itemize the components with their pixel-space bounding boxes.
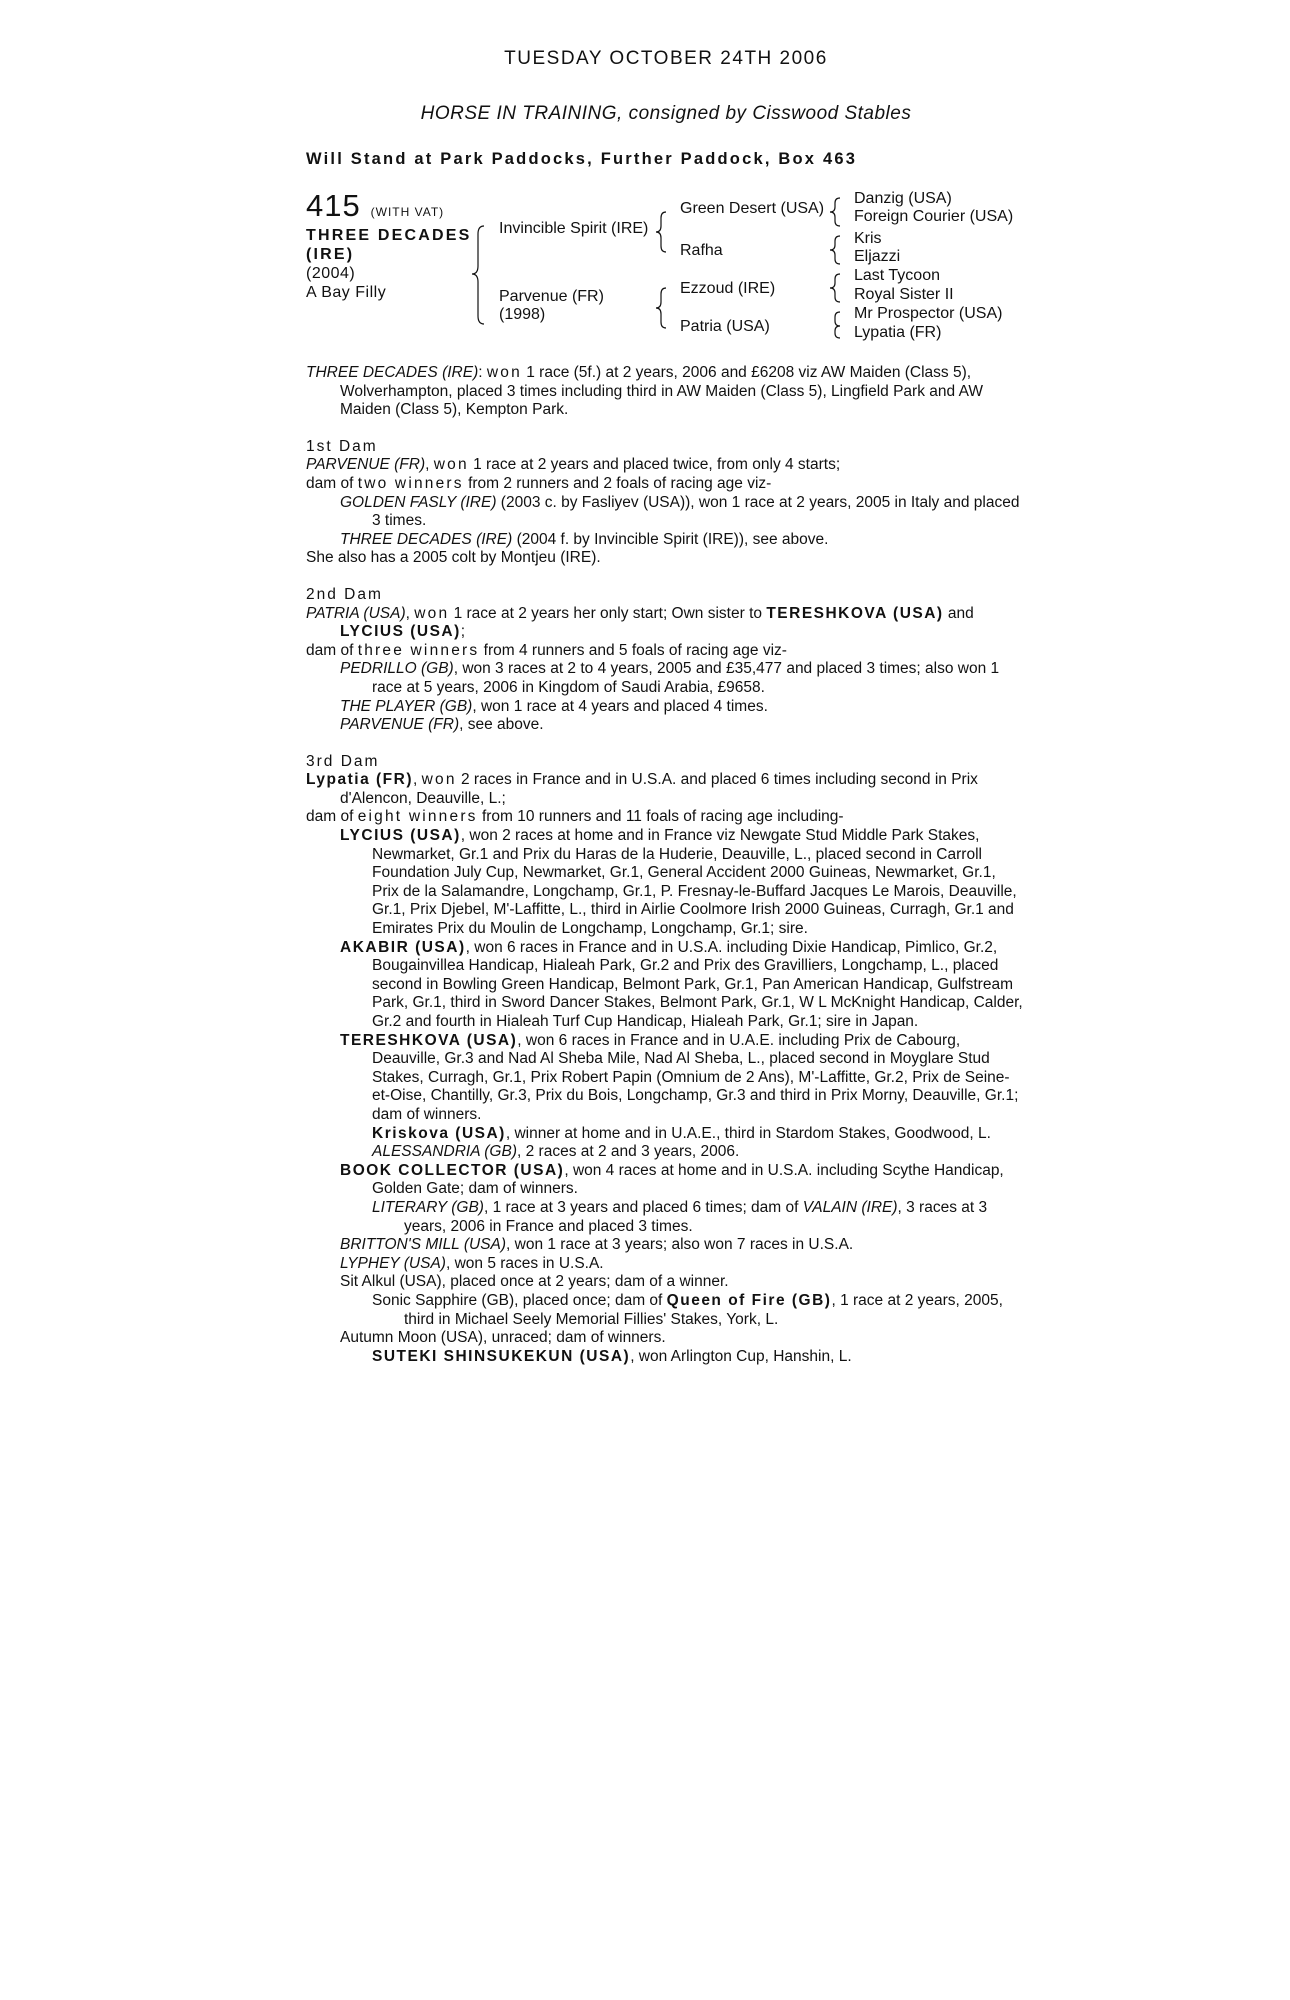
pedigree-g5: Last Tycoon xyxy=(854,267,940,284)
pedigree-g4: Eljazzi xyxy=(854,248,901,265)
horse-name-suffix: (IRE) xyxy=(306,246,355,263)
pedigree-sire-dam: Rafha xyxy=(680,242,723,259)
granddaughter-alessandria: ALESSANDRIA (GB), 2 races at 2 and 3 years, 2006. xyxy=(372,1143,740,1161)
granddaughter-kriskova: Kriskova (USA), winner at home and in U.A.E., third in Stardom Stakes, Goodwood, L. xyxy=(372,1124,991,1142)
stand-location: Will Stand at Park Paddocks, Further Paddock, Box 463 xyxy=(306,150,858,168)
pedigree-dam: Parvenue (FR) xyxy=(499,288,604,305)
pedigree-g3: Kris xyxy=(854,230,882,247)
first-dam-foal-2: THREE DECADES (IRE) (2004 f. by Invincible Spirit (IRE)), see above. xyxy=(340,530,829,548)
granddaughter-suteki: SUTEKI SHINSUKEKUN (USA), won Arlington Cup, Hanshin, L. xyxy=(372,1347,852,1365)
first-dam-record: PARVENUE (FR), won 1 race at 2 years and placed twice, from only 4 starts; xyxy=(306,456,841,474)
second-dam-foal-1: PEDRILLO (GB), won 3 races at 2 to 4 years, 2005 and £35,477 and placed 3 times; also won 1 race at 5 years, 2006 in Kingdom of Saudi Arabia, £9658. xyxy=(340,660,1000,696)
first-dam-heading: 1st Dam xyxy=(306,437,378,455)
third-dam-foal-sit-alkul: Sit Alkul (USA), placed once at 2 years; dam of a winner. xyxy=(340,1273,729,1291)
pedigree-sire-sire: Green Desert (USA) xyxy=(680,200,825,217)
pedigree-g7: Mr Prospector (USA) xyxy=(854,305,1003,322)
third-dam-foal-lyphey: LYPHEY (USA), won 5 races in U.S.A. xyxy=(340,1254,604,1272)
lot-number: 415 xyxy=(306,188,361,223)
third-dam-foal-brittons-mill: BRITTON'S MILL (USA), won 1 race at 3 years; also won 7 races in U.S.A. xyxy=(340,1236,854,1254)
third-dam-produce: dam of eight winners from 10 runners and 11 foals of racing age including- xyxy=(306,808,844,826)
consignment-line: HORSE IN TRAINING, consigned by Cisswood Stables xyxy=(420,103,912,124)
granddaughter-literary: LITERARY (GB), 1 race at 3 years and placed 6 times; dam of VALAIN (IRE), 3 races at 3 years, 2006 in France and placed 3 times. xyxy=(372,1198,988,1235)
catalogue-body xyxy=(306,364,1026,1366)
third-dam-record: Lypatia (FR), won 2 races in France and in U.S.A. and placed 6 times including second in Prix d'Alencon, Deauville, L.; xyxy=(306,771,978,807)
horse-name: THREE DECADES xyxy=(306,227,472,244)
sale-date: TUESDAY OCTOBER 24TH 2006 xyxy=(504,48,828,69)
first-dam-also: She also has a 2005 colt by Montjeu (IRE). xyxy=(306,549,601,567)
third-dam-foal-akabir: AKABIR (USA), won 6 races in France and in U.S.A. including Dixie Handicap, Pimlico, Gr.2, Bougainvillea Handicap, Hialeah Park, Gr.2 and Prix des Gravilliers, Longchamp, L., placed second in Bowling Green Handicap, Belmont Park, Gr.1, Pan American Handicap, Gulfstream Park, Gr.1, third in Sword Dancer Stakes, Belmont Park, Gr.1, W L McKnight Handicap, Calder, Gr.2 and fourth in Hialeah Turf Cup Handicap, Hialeah Park, Gr.1; sire in Japan. xyxy=(340,938,1023,1030)
third-dam-heading: 3rd Dam xyxy=(306,752,380,770)
first-dam-foal-1: GOLDEN FASLY (IRE) (2003 c. by Fasliyev (USA)), won 1 race at 2 years, 2005 in Italy and placed 3 times. xyxy=(340,493,1020,530)
second-dam-produce: dam of three winners from 4 runners and 5 foals of racing age viz- xyxy=(306,641,787,659)
pedigree-dam-year: (1998) xyxy=(499,306,546,323)
third-dam-foal-lycius: LYCIUS (USA), won 2 races at home and in France viz Newgate Stud Middle Park Stakes, Newmarket, Gr.1 and Prix du Haras de la Huderie, Deauville, L., placed second in Carroll Foundation July Cup, Newmarket, Gr.1, General Accident 2000 Guineas, Newmarket, Gr.1, Prix de la Salamandre, Longchamp, Gr.1, P. Fresnay-le-Buffard Jacques Le Marois, Deauville, Gr.1, Prix Djebel, M'-Laffitte, L., third in Airlie Coolmore Irish 2000 Guineas, Curragh, Gr.1 and Emirates Prix du Moulin de Longchamp, Longchamp, Gr.1; sire. xyxy=(340,827,1017,938)
third-dam-foal-autumn-moon: Autumn Moon (USA), unraced; dam of winners. xyxy=(340,1329,666,1347)
second-dam-foal-3: PARVENUE (FR), see above. xyxy=(340,716,544,734)
granddaughter-sonic-sapphire: Sonic Sapphire (GB), placed once; dam of Queen of Fire (GB), 1 race at 2 years, 2005, third in Michael Seely Memorial Fillies' Stakes, York, L. xyxy=(372,1291,1003,1328)
summary-paragraph: THREE DECADES (IRE): won 1 race (5f.) at 2 years, 2006 and £6208 viz AW Maiden (Class 5), Wolverhampton, placed 3 times including third in AW Maiden (Class 5), Lingfield Park and AW Maiden (Class 5), Kempton Park. xyxy=(306,364,983,419)
pedigree-g1: Danzig (USA) xyxy=(854,190,952,207)
pedigree-g6: Royal Sister II xyxy=(854,286,954,303)
third-dam-foal-book-collector: BOOK COLLECTOR (USA), won 4 races at home and in U.S.A. including Scythe Handicap, Golden Gate; dam of winners. xyxy=(340,1161,1004,1198)
pedigree-g2: Foreign Courier (USA) xyxy=(854,208,1014,225)
vat-note: (WITH VAT) xyxy=(370,205,445,219)
foaling-year: (2004) xyxy=(306,265,356,282)
pedigree-g8: Lypatia (FR) xyxy=(854,324,942,341)
first-dam-produce: dam of two winners from 2 runners and 2 foals of racing age viz- xyxy=(306,474,772,492)
second-dam-heading: 2nd Dam xyxy=(306,585,383,603)
pedigree-sire: Invincible Spirit (IRE) xyxy=(499,220,649,237)
second-dam-foal-2: THE PLAYER (GB), won 1 race at 4 years and placed 4 times. xyxy=(340,697,768,715)
pedigree-dam-sire: Ezzoud (IRE) xyxy=(680,280,776,297)
second-dam-record: PATRIA (USA), won 1 race at 2 years her only start; Own sister to TERESHKOVA (USA) and LYCIUS (USA); xyxy=(306,604,974,641)
third-dam-foal-tereshkova: TERESHKOVA (USA), won 6 races in France and in U.A.E. including Prix de Cabourg, Deauville, Gr.3 and Nad Al Sheba Mile, Nad Al Sheba, L., placed second in Moyglare Stud Stakes, Curragh, Gr.1, Prix Robert Papin (Omnium de 2 Ans), M'-Laffitte, Gr.2, Prix de Seine-et-Oise, Chantilly, Gr.3, Prix du Bois, Longchamp, Gr.3 and third in Prix Morny, Deauville, Gr.1; dam of winners. xyxy=(340,1031,1019,1123)
horse-description: A Bay Filly xyxy=(306,284,387,301)
pedigree-dam-dam: Patria (USA) xyxy=(680,318,770,335)
